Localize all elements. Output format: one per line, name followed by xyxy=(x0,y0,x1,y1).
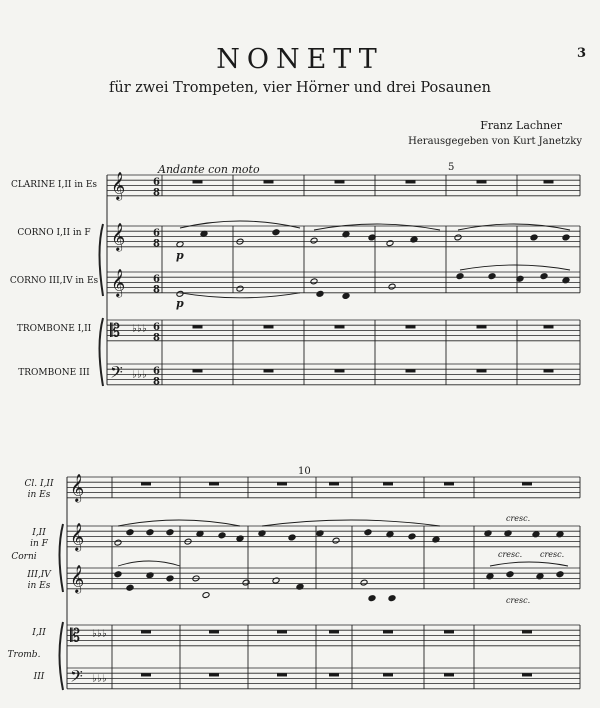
corni-1-2-note xyxy=(288,534,296,541)
system2-brace-corni xyxy=(60,524,64,592)
system1-brace-trombones xyxy=(100,318,104,386)
corni-1-2-slur xyxy=(118,520,240,526)
key-flat: ♭ xyxy=(132,369,137,381)
whole-rest xyxy=(335,180,345,183)
key-flat: ♭ xyxy=(97,628,102,640)
key-flat: ♭ xyxy=(102,673,107,685)
whole-rest xyxy=(406,180,416,183)
corni-1-2-note xyxy=(218,532,226,539)
corno-1-2-note xyxy=(272,229,280,236)
whole-rest xyxy=(544,369,554,372)
label-tromb-1-2: I,II xyxy=(32,628,46,638)
corni-3-4-note xyxy=(242,579,250,586)
instrument-label-trombone-1-2: TROMBONE I,II xyxy=(16,324,92,334)
key-flat: ♭ xyxy=(132,323,137,335)
whole-rest xyxy=(264,369,274,372)
corno-3-4-note xyxy=(540,273,548,280)
corno-3-4-note xyxy=(176,290,184,297)
corni-3-4-note xyxy=(202,592,210,599)
label-corni-3-4: III,IV xyxy=(27,570,51,580)
whole-rest xyxy=(141,482,151,485)
time-signature-numerator: 6 xyxy=(153,321,160,333)
whole-rest xyxy=(141,673,151,676)
system2-brace-trombones xyxy=(60,622,64,690)
corni-1-2-note xyxy=(166,529,174,536)
label-tromb-3: III xyxy=(33,672,45,682)
bass-clef: 𝄢 xyxy=(70,666,83,691)
whole-rest xyxy=(193,325,203,328)
treble-clef: 𝄞 xyxy=(111,268,126,297)
corno-1-2-slur xyxy=(458,224,570,230)
corno-1-2-note xyxy=(530,234,538,241)
key-flat: ♭ xyxy=(102,628,107,640)
key-flat: ♭ xyxy=(142,323,147,335)
corni-3-4-slur xyxy=(118,561,180,566)
key-flat: ♭ xyxy=(142,369,147,381)
whole-rest xyxy=(444,673,454,676)
instrument-label-clarine: CLARINE I,II in Es xyxy=(10,180,98,190)
whole-rest xyxy=(383,482,393,485)
corno-3-4-note xyxy=(342,293,350,300)
whole-rest xyxy=(383,630,393,633)
corni-3-4-note xyxy=(506,571,514,578)
corno-1-2-slur xyxy=(180,221,300,228)
tempo-marking: Andante con moto xyxy=(158,163,260,176)
whole-rest xyxy=(277,673,287,676)
instrument-label-corno-1-2: CORNO I,II in F xyxy=(17,228,91,238)
whole-rest xyxy=(329,630,339,633)
corni-3-4-note xyxy=(388,595,396,602)
time-signature-denominator: 8 xyxy=(153,376,160,388)
corno-1-2-note xyxy=(454,234,462,241)
treble-clef: 𝄞 xyxy=(70,522,85,551)
treble-clef: 𝄞 xyxy=(70,473,85,502)
time-signature-denominator: 8 xyxy=(153,284,160,296)
corni-3-4-slur xyxy=(490,562,568,566)
whole-rest xyxy=(522,630,532,633)
treble-clef: 𝄞 xyxy=(111,171,126,200)
whole-rest xyxy=(444,482,454,485)
corno-3-4-note xyxy=(456,273,464,280)
whole-rest xyxy=(193,369,203,372)
measure-number-5: 5 xyxy=(448,162,455,173)
whole-rest xyxy=(209,673,219,676)
dynamic-p-1: p xyxy=(176,249,184,262)
cresc-2: cresc. xyxy=(498,550,523,559)
label-cl: Cl. I,II xyxy=(24,479,54,489)
page-number: 3 xyxy=(576,46,586,61)
label-corni-1-2: I,II xyxy=(32,528,46,538)
composer: Franz Lachner xyxy=(480,119,562,132)
corno-3-4-note xyxy=(236,285,244,292)
corni-3-4-note xyxy=(368,595,376,602)
corni-1-2-note xyxy=(126,529,134,536)
cresc-3: cresc. xyxy=(540,550,565,559)
whole-rest xyxy=(444,630,454,633)
label-corni-3-4-key: in Es xyxy=(27,581,51,591)
corni-1-2-slur xyxy=(262,520,440,526)
corni-3-4-note xyxy=(166,575,174,582)
corni-1-2-note xyxy=(408,533,416,540)
whole-rest xyxy=(477,325,487,328)
whole-rest xyxy=(522,482,532,485)
instrument-label-corno-3-4: CORNO III,IV in Es xyxy=(9,276,99,286)
time-signature-denominator: 8 xyxy=(153,238,160,250)
corno-3-4-note xyxy=(310,278,318,285)
piece-title: NONETT xyxy=(216,44,384,75)
whole-rest xyxy=(477,369,487,372)
whole-rest xyxy=(264,325,274,328)
corni-1-2-note xyxy=(364,529,372,536)
editor: Herausgegeben von Kurt Janetzky xyxy=(408,136,582,147)
whole-rest xyxy=(264,180,274,183)
corni-1-2-note xyxy=(332,537,340,544)
whole-rest xyxy=(406,325,416,328)
key-flat: ♭ xyxy=(97,673,102,685)
cresc-4: cresc. xyxy=(506,596,531,605)
alto-clef: 𝄡 xyxy=(110,320,121,342)
whole-rest xyxy=(329,673,339,676)
time-signature-numerator: 6 xyxy=(153,227,160,239)
time-signature-numerator: 6 xyxy=(153,176,160,188)
label-tromb: Tromb. xyxy=(7,650,41,660)
corno-3-4-note xyxy=(316,290,324,297)
label-cl-key: in Es xyxy=(27,490,51,500)
corno-1-2-note xyxy=(562,234,570,241)
measure-number-10: 10 xyxy=(298,466,311,477)
treble-clef: 𝄞 xyxy=(70,564,85,593)
corni-3-4-note xyxy=(556,571,564,578)
whole-rest xyxy=(406,369,416,372)
whole-rest xyxy=(141,630,151,633)
key-flat: ♭ xyxy=(92,628,97,640)
corno-1-2-note xyxy=(386,240,394,247)
corni-3-4-note xyxy=(360,579,368,586)
cresc-1: cresc. xyxy=(506,514,531,523)
corni-1-2-note xyxy=(146,529,154,536)
alto-clef: 𝄡 xyxy=(70,625,81,647)
corno-1-2-note xyxy=(310,237,318,244)
corno-3-4-note xyxy=(388,283,396,290)
whole-rest xyxy=(277,482,287,485)
label-corni: Corni xyxy=(11,552,37,562)
whole-rest xyxy=(335,369,345,372)
instrument-label-trombone-3: TROMBONE III xyxy=(18,368,90,378)
key-flat: ♭ xyxy=(137,323,142,335)
corno-1-2-slur xyxy=(314,224,440,230)
system1-brace-corni xyxy=(100,224,104,296)
piece-subtitle: für zwei Trompeten, vier Hörner und drei Posaunen xyxy=(109,80,491,96)
label-corni-1-2-key: in F xyxy=(30,539,48,549)
corni-3-4-note xyxy=(126,584,134,591)
whole-rest xyxy=(329,482,339,485)
time-signature-numerator: 6 xyxy=(153,365,160,377)
corno-3-4-slur xyxy=(180,293,300,298)
whole-rest xyxy=(522,673,532,676)
key-flat: ♭ xyxy=(137,369,142,381)
whole-rest xyxy=(544,180,554,183)
whole-rest xyxy=(209,630,219,633)
corno-3-4-note xyxy=(488,273,496,280)
corni-3-4-note xyxy=(114,571,122,578)
time-signature-numerator: 6 xyxy=(153,273,160,285)
corni-1-2-note xyxy=(114,539,122,546)
key-flat: ♭ xyxy=(92,673,97,685)
bass-clef: 𝄢 xyxy=(110,362,123,387)
treble-clef: 𝄞 xyxy=(111,222,126,251)
corno-3-4-slur xyxy=(460,265,570,270)
whole-rest xyxy=(209,482,219,485)
whole-rest xyxy=(277,630,287,633)
whole-rest xyxy=(544,325,554,328)
whole-rest xyxy=(335,325,345,328)
whole-rest xyxy=(383,673,393,676)
time-signature-denominator: 8 xyxy=(153,187,160,199)
whole-rest xyxy=(477,180,487,183)
time-signature-denominator: 8 xyxy=(153,332,160,344)
dynamic-p-2: p xyxy=(176,297,184,310)
whole-rest xyxy=(193,180,203,183)
